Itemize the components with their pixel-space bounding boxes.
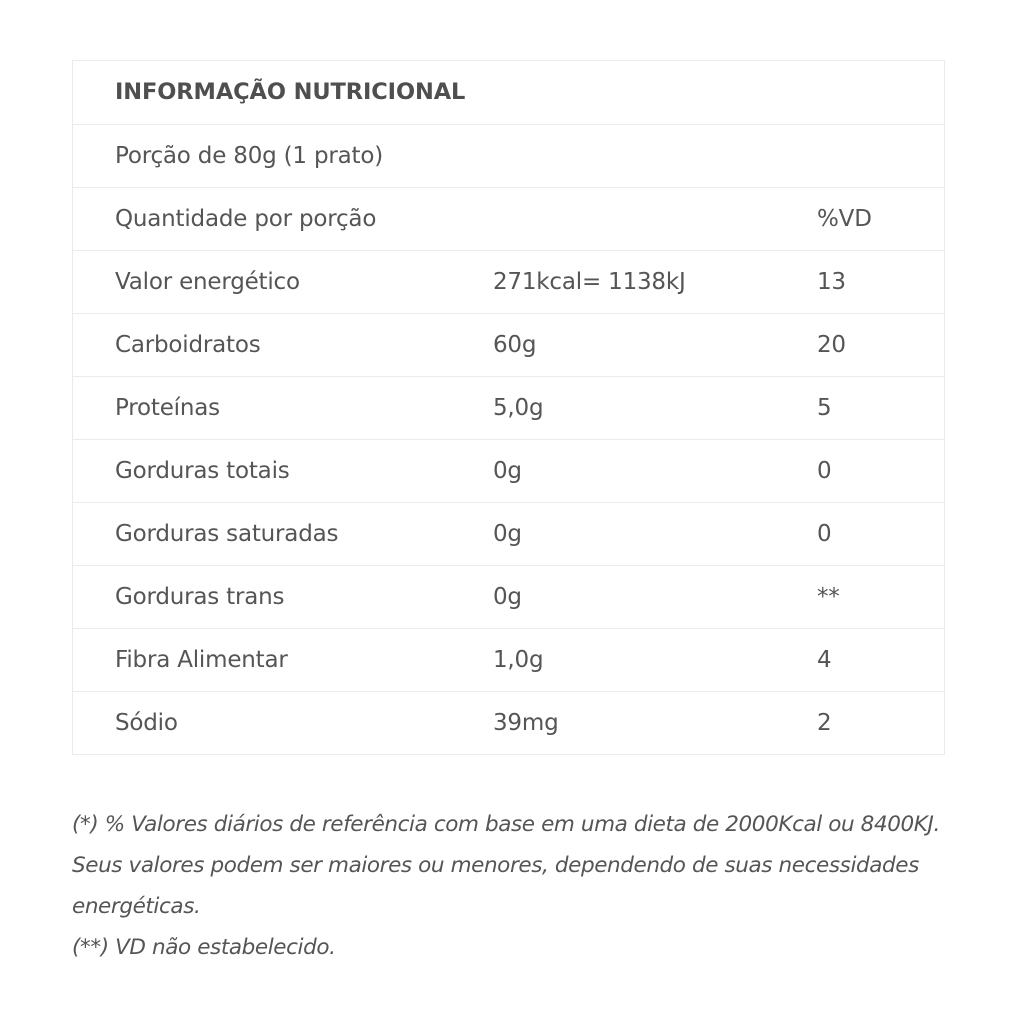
table-row	[73, 250, 944, 313]
nutrient-vd: 5	[817, 395, 832, 421]
nutrient-vd: **	[817, 584, 840, 610]
table-row	[73, 565, 944, 628]
nutrient-name: Fibra Alimentar	[115, 647, 288, 673]
nutrient-vd: 0	[817, 458, 832, 484]
nutrient-name: Sódio	[115, 710, 178, 736]
footnote-daily-values: (*) % Valores diários de referência com base em uma dieta de 2000Kcal ou 8400KJ. Seus valores podem ser maiores ou menores, dependendo de suas necessidades energéticas.	[72, 812, 940, 919]
nutrient-amount: 0g	[493, 584, 522, 610]
table-row	[73, 376, 944, 439]
nutrient-name: Valor energético	[115, 269, 300, 295]
nutrient-vd: 4	[817, 647, 832, 673]
table-row	[73, 691, 944, 754]
nutrient-amount: 0g	[493, 458, 522, 484]
nutrient-vd: 13	[817, 269, 846, 295]
table-row	[73, 439, 944, 502]
quantity-header: Quantidade por porção	[115, 206, 377, 232]
header-row	[73, 187, 944, 250]
table-row	[73, 628, 944, 691]
nutrient-name: Gorduras trans	[115, 584, 285, 610]
footnote-vd-not-established: (**) VD não estabelecido.	[72, 935, 336, 960]
vd-header: %VD	[817, 206, 872, 232]
nutrient-amount: 5,0g	[493, 395, 544, 421]
serving-row	[73, 124, 944, 187]
table-row	[73, 313, 944, 376]
nutrient-amount: 271kcal= 1138kJ	[493, 269, 686, 295]
nutrition-table	[72, 60, 945, 755]
table-title: INFORMAÇÃO NUTRICIONAL	[115, 79, 466, 105]
nutrient-vd: 2	[817, 710, 832, 736]
nutrient-name: Proteínas	[115, 395, 220, 421]
nutrient-name: Carboidratos	[115, 332, 261, 358]
nutrient-amount: 60g	[493, 332, 537, 358]
nutrient-name: Gorduras totais	[115, 458, 290, 484]
nutrient-amount: 0g	[493, 521, 522, 547]
serving-size: Porção de 80g (1 prato)	[115, 143, 383, 169]
nutrient-vd: 0	[817, 521, 832, 547]
footnotes	[72, 804, 952, 968]
table-title-row	[73, 61, 944, 124]
nutrient-amount: 1,0g	[493, 647, 544, 673]
table-row	[73, 502, 944, 565]
nutrient-vd: 20	[817, 332, 846, 358]
nutrient-name: Gorduras saturadas	[115, 521, 339, 547]
nutrient-amount: 39mg	[493, 710, 559, 736]
